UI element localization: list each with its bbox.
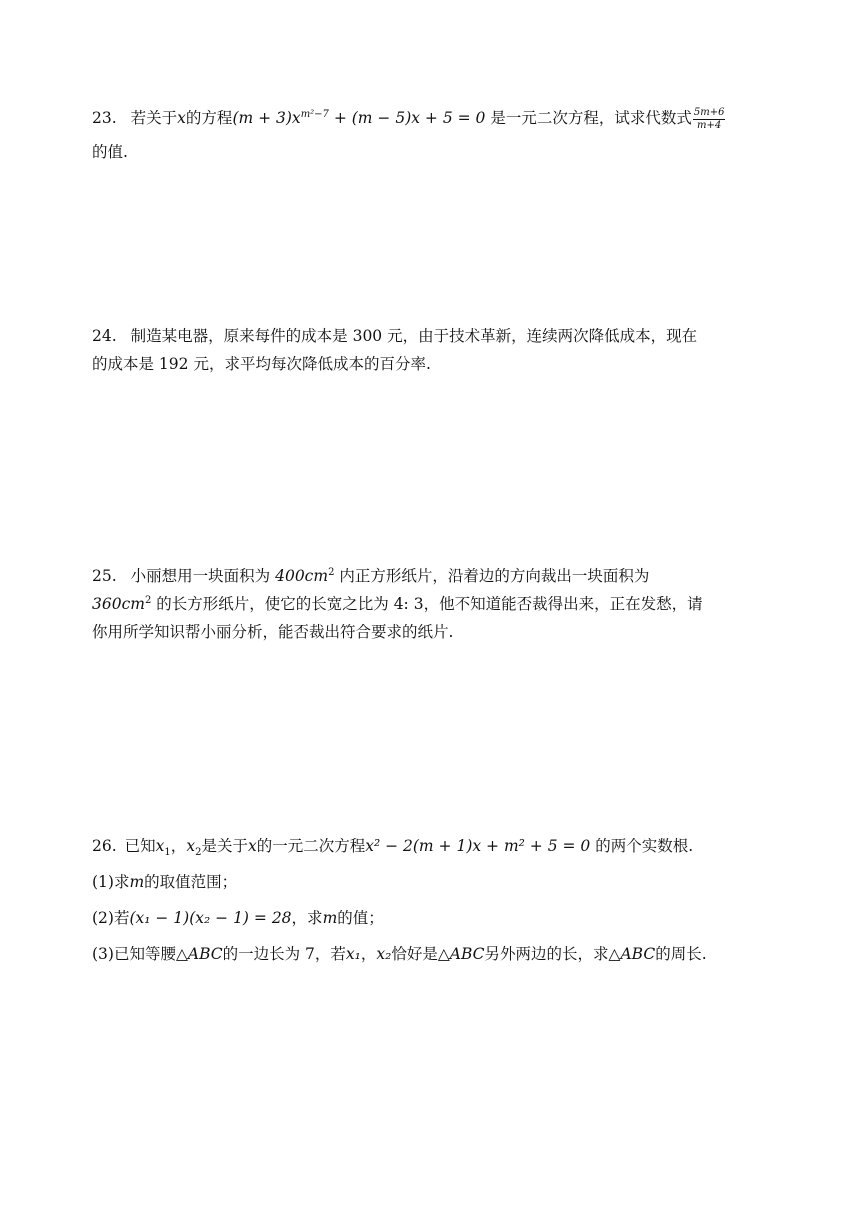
problem-26-line-1 — [92, 828, 772, 864]
text: 是关于 — [201, 837, 248, 855]
math-subscript: 1 — [164, 847, 171, 859]
problem-25-line-2: $360cm^2$ 的长方形纸片，使它的长宽之比为 4: 3，他不知道能否裁得出来，正在发愁，请 — [92, 594, 703, 613]
math-var: m — [129, 873, 145, 891]
math-var: m — [322, 909, 338, 927]
text: 的一边长为 7，若 — [222, 945, 346, 963]
text: ，求 — [291, 909, 323, 927]
math-var: x₁ — [345, 945, 361, 963]
problem-25-line-3: 你用所学知识帮小丽分析，能否裁出符合要求的纸片. — [92, 623, 454, 641]
text: 的一元二次方程 — [256, 837, 366, 855]
problem-24-line-2: 的成本是 192 元，求平均每次降低成本的百分率. — [92, 355, 431, 373]
fraction-numerator: 5m+6 — [693, 106, 725, 118]
text: (3)已知等腰△ — [92, 945, 188, 963]
text: 的两个实数根. — [590, 837, 694, 855]
text: 的取值范围； — [144, 873, 238, 891]
text: 的长方形纸片，使它的长宽之比为 4: 3，他不知道能否裁得出来，正在发愁，请 — [151, 595, 703, 613]
fraction-denominator: m+4 — [697, 119, 722, 131]
text: (2)若 — [92, 909, 130, 927]
text: ， — [360, 945, 377, 963]
math-expr: (m + 3)x — [232, 109, 301, 127]
math-var: ABC — [449, 945, 485, 963]
math-expr: 400cm — [275, 567, 329, 585]
problem-26-part-1 — [92, 864, 772, 900]
text: 内正方形纸片，沿着边的方向裁出一块面积为 — [334, 567, 650, 585]
problem-24-line-1 — [92, 322, 772, 350]
problem-25-number: 25. — [92, 567, 117, 585]
text: 若关于 — [130, 109, 178, 127]
text: 已知 — [124, 837, 156, 855]
problem-23-line-1 — [92, 104, 772, 132]
text: 小丽想用一块面积为 — [130, 567, 276, 585]
text: 的周长. — [655, 945, 707, 963]
text: 是一元二次方程，试求代数式 — [485, 109, 692, 127]
math-subscript: 2 — [195, 847, 202, 859]
text: 另外两边的长，求△ — [484, 945, 621, 963]
math-var: x — [186, 837, 196, 855]
text: 恰好是△ — [391, 945, 450, 963]
math-exponent: m²−7 — [300, 108, 329, 120]
math-expr: x² − 2(m + 1)x + m² + 5 = 0 — [365, 837, 591, 855]
text: 制造某电器，原来每件的成本是 300 元，由于技术革新，连续两次降低成本，现在 — [130, 327, 698, 345]
text: (1)求 — [92, 873, 130, 891]
math-expr: 360cm — [92, 595, 145, 613]
math-expr: (x₁ − 1)(x₂ − 1) = 28 — [129, 909, 292, 927]
problem-24-number: 24. — [92, 327, 117, 345]
problem-23 — [92, 104, 772, 166]
math-var: x — [155, 837, 165, 855]
problem-26-number: 26. — [92, 837, 117, 855]
math-var: x₂ — [376, 945, 392, 963]
math-var: x — [247, 837, 257, 855]
problem-26 — [92, 828, 772, 972]
math-var: x — [177, 109, 186, 127]
problem-26-part-3 — [92, 936, 772, 972]
problem-25 — [92, 562, 772, 646]
text: 的值； — [337, 909, 384, 927]
math-var: ABC — [187, 945, 223, 963]
problem-26-part-2 — [92, 900, 772, 936]
text: 的方程 — [185, 109, 233, 127]
math-expr: + (m − 5)x + 5 = 0 — [328, 109, 486, 127]
math-var: ABC — [620, 945, 656, 963]
problem-23-number: 23. — [92, 109, 117, 127]
text: ， — [170, 837, 187, 855]
problem-24 — [92, 322, 772, 378]
fraction — [693, 107, 726, 132]
problem-23-line-2: 的值. — [92, 143, 128, 161]
problem-25-line-1: 25. 小丽想用一块面积为 $400cm^2$ 内正方形纸片，沿着边的方向裁出一块面积为 — [92, 566, 650, 585]
